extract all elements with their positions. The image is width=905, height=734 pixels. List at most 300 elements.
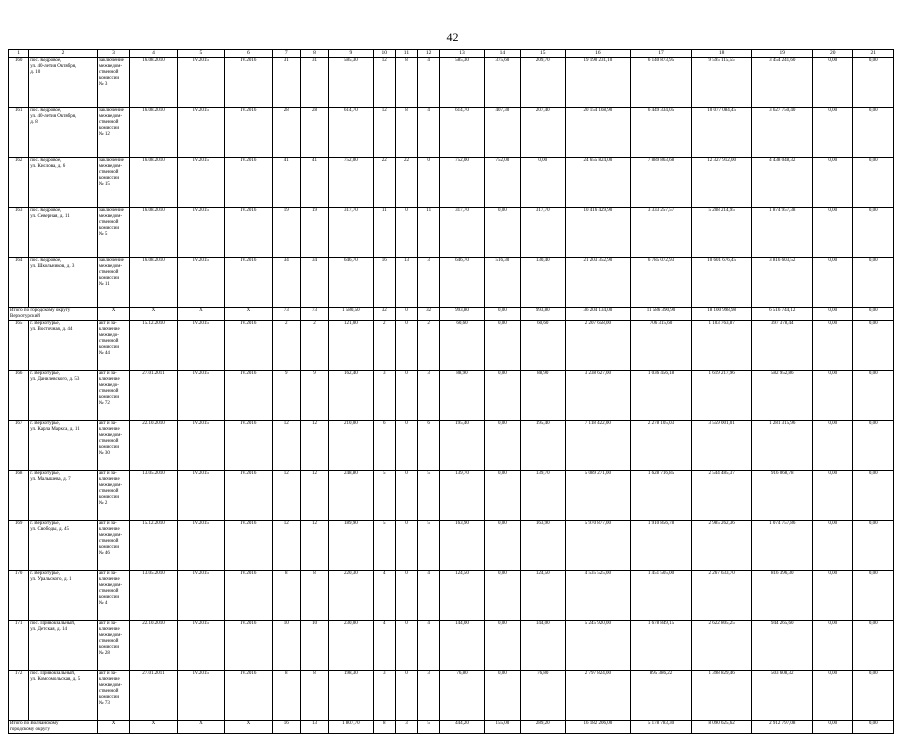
value-cell: 0 (395, 471, 417, 521)
value-cell: 0,00 (484, 521, 520, 571)
column-number: 17 (631, 50, 692, 58)
value-cell: IV.2016 (225, 321, 272, 371)
value-cell: 0,00 (853, 208, 894, 258)
value-cell: 139,70 (440, 471, 484, 521)
value-cell: 752,00 (484, 158, 520, 208)
value-cell: 207,40 (521, 108, 565, 158)
value-cell: 16.08.2010 (130, 158, 177, 208)
value-cell: 646,70 (329, 258, 373, 308)
column-number: 15 (521, 50, 565, 58)
value-cell: 2 985 262,36 (691, 521, 752, 571)
value-cell: 9 595 115,55 (691, 58, 752, 108)
value-cell: 88,90 (440, 371, 484, 421)
value-cell: 27.01.2011 (130, 671, 177, 721)
value-cell: 1 281 315,96 (752, 421, 813, 471)
total-value-cell: 289,20 (521, 721, 565, 734)
value-cell: 220,30 (329, 571, 373, 621)
document-cell: заключение межведом- ственной комиссии № 3 (97, 58, 129, 108)
document-cell: заключение межведом- ственной комиссии № 15 (97, 158, 129, 208)
value-cell: 614,70 (440, 108, 484, 158)
value-cell: IV.2015 (177, 521, 224, 571)
table-row (9, 208, 894, 258)
value-cell: 3 (373, 671, 395, 721)
value-cell: 76,80 (440, 671, 484, 721)
address-cell: г. Верхотурье, ул. Восточная, д. 44 (29, 321, 98, 371)
address-cell: пос. Кедровое, ул. Кислова, д. 6 (29, 158, 98, 208)
total-value-cell: Х (97, 721, 129, 734)
column-number: 16 (565, 50, 631, 58)
total-value-cell: Х (177, 721, 224, 734)
value-cell: IV.2016 (225, 421, 272, 471)
value-cell: 34 (300, 258, 328, 308)
value-cell: 0 (395, 621, 417, 671)
value-cell: IV.2015 (177, 108, 224, 158)
value-cell: 7 889 863,68 (631, 158, 692, 208)
table-row (9, 621, 894, 671)
total-value-cell: 2 912 797,08 (752, 721, 813, 734)
value-cell: 41 (272, 158, 300, 208)
value-cell: 752,00 (440, 158, 484, 208)
total-value-cell: 13 (300, 721, 328, 734)
page-number: 42 (446, 30, 459, 44)
value-cell: 646,70 (440, 258, 484, 308)
value-cell: 0,00 (813, 208, 853, 258)
value-cell: 2 544 485,37 (691, 471, 752, 521)
value-cell: 375,60 (484, 58, 520, 108)
row-number: 162 (9, 158, 29, 208)
column-number: 6 (225, 50, 272, 58)
value-cell: IV.2015 (177, 371, 224, 421)
document-cell: акт и за- ключение межведом- ственной комиссии № 4 (97, 571, 129, 621)
value-cell: 76,80 (521, 671, 565, 721)
value-cell: IV.2016 (225, 108, 272, 158)
value-cell: 31 (272, 58, 300, 108)
value-cell: 1 874 957,38 (752, 208, 813, 258)
value-cell: 60,60 (521, 321, 565, 371)
value-cell: 15.12.2010 (130, 321, 177, 371)
value-cell: 2 207 658,00 (565, 321, 631, 371)
value-cell: 8 (395, 58, 417, 108)
value-cell: 8 (272, 671, 300, 721)
total-value-cell: 32 (418, 308, 440, 321)
value-cell: 1 678 849,15 (631, 621, 692, 671)
value-cell: 60,60 (440, 321, 484, 371)
value-cell: 944 265,60 (752, 621, 813, 671)
value-cell: 209,70 (521, 58, 565, 108)
value-cell: 12 (373, 58, 395, 108)
value-cell: 4 (373, 571, 395, 621)
value-cell: 0,00 (484, 571, 520, 621)
total-value-cell: 3 (395, 721, 417, 734)
value-cell: 1 036 456,18 (631, 371, 692, 421)
row-number: 171 (9, 621, 29, 671)
value-cell: 895 386,22 (631, 671, 692, 721)
value-cell: 8 (395, 108, 417, 158)
column-number: 20 (813, 50, 853, 58)
value-cell: 16.08.2010 (130, 58, 177, 108)
value-cell: 19 (300, 208, 328, 258)
value-cell: 2 622 805,25 (691, 621, 752, 671)
table-row (9, 258, 894, 308)
value-cell: IV.2016 (225, 671, 272, 721)
value-cell: 0,00 (813, 371, 853, 421)
value-cell: 0,00 (853, 321, 894, 371)
address-cell: пос. Кедровое, ул. 40-летия Октября, д. 10 (29, 58, 98, 108)
value-cell: 28 (272, 108, 300, 158)
value-cell: 4 (418, 108, 440, 158)
address-cell: пос. Кедровое, ул. Школьников, д. 3 (29, 258, 98, 308)
row-number: 167 (9, 421, 29, 471)
value-cell: 27.01.2011 (130, 371, 177, 421)
value-cell: 4 (418, 571, 440, 621)
value-cell: 0,00 (853, 258, 894, 308)
total-value-cell: 0,00 (813, 721, 853, 734)
total-value-cell: 32 (373, 308, 395, 321)
table-row (9, 58, 894, 108)
value-cell: 22 (395, 158, 417, 208)
value-cell: 21 203 352,90 (565, 258, 631, 308)
total-value-cell: 8 (373, 721, 395, 734)
total-label: Итого по Волчанскому городскому округу (9, 721, 98, 734)
value-cell: 0,00 (484, 371, 520, 421)
value-cell: 0,00 (813, 58, 853, 108)
value-cell: 0 (395, 571, 417, 621)
value-cell: IV.2015 (177, 471, 224, 521)
row-number: 169 (9, 521, 29, 571)
value-cell: 3 333 257,57 (631, 208, 692, 258)
value-cell: 397 378,44 (752, 321, 813, 371)
value-cell: IV.2015 (177, 671, 224, 721)
row-number: 166 (9, 371, 29, 421)
value-cell: 248,80 (329, 471, 373, 521)
value-cell: 2 (272, 321, 300, 371)
value-cell: 121,00 (329, 321, 373, 371)
value-cell: 582 952,86 (752, 371, 813, 421)
total-value-cell: 8 090 625,62 (691, 721, 752, 734)
value-cell: IV.2016 (225, 371, 272, 421)
value-cell: 0 (395, 421, 417, 471)
table-row (9, 108, 894, 158)
value-cell: 11 (418, 208, 440, 258)
table-row (9, 671, 894, 721)
column-number: 4 (130, 50, 177, 58)
total-value-cell: 0,00 (484, 308, 520, 321)
value-cell: 22 (373, 158, 395, 208)
value-cell: 10 416 429,90 (565, 208, 631, 258)
value-cell: 0 (395, 371, 417, 421)
value-cell: 317,70 (521, 208, 565, 258)
document-cell: акт и за- ключение межведом- ственной комиссии № 30 (97, 421, 129, 471)
total-value-cell: 6 516 744,12 (752, 308, 813, 321)
address-cell: г. Верхотурье, ул. Уральского, д. 1 (29, 571, 98, 621)
column-number: 8 (300, 50, 328, 58)
value-cell: 189,90 (329, 521, 373, 571)
column-number: 12 (418, 50, 440, 58)
value-cell: 0,00 (853, 571, 894, 621)
header-row (9, 50, 894, 58)
value-cell: IV.2016 (225, 208, 272, 258)
value-cell: 0,00 (813, 521, 853, 571)
value-cell: 0,00 (853, 471, 894, 521)
total-value-cell: 993,80 (521, 308, 565, 321)
value-cell: 5 (373, 521, 395, 571)
value-cell: 6 (418, 421, 440, 471)
address-cell: пос. Привокзальный, ул. Детская, д. 14 (29, 621, 98, 671)
value-cell: 9 (300, 371, 328, 421)
value-cell: 11 (373, 208, 395, 258)
column-number: 13 (440, 50, 484, 58)
column-number: 7 (272, 50, 300, 58)
value-cell: 0,00 (484, 471, 520, 521)
total-label: Итого по городскому округу Верхотурский (9, 308, 98, 321)
value-cell: 0,00 (853, 671, 894, 721)
value-cell: 19 (272, 208, 300, 258)
total-value-cell: Х (225, 308, 272, 321)
value-cell: 5 (418, 521, 440, 571)
value-cell: 19 190 231,10 (565, 58, 631, 108)
value-cell: 13.05.2010 (130, 471, 177, 521)
value-cell: IV.2016 (225, 58, 272, 108)
value-cell: 0,00 (853, 58, 894, 108)
value-cell: 0,00 (813, 621, 853, 671)
value-cell: 12 (373, 108, 395, 158)
value-cell: 12 (272, 471, 300, 521)
document-cell: акт и за- ключение межведом- ственной комиссии № 46 (97, 521, 129, 571)
value-cell: 0 (418, 158, 440, 208)
value-cell: 195,40 (440, 421, 484, 471)
value-cell: 8 (300, 571, 328, 621)
total-value-cell: 16 182 206,00 (565, 721, 631, 734)
total-value-cell: 73 (300, 308, 328, 321)
value-cell: 317,70 (329, 208, 373, 258)
column-number: 21 (853, 50, 894, 58)
value-cell: 0,00 (484, 208, 520, 258)
value-cell: 5 (373, 471, 395, 521)
value-cell: 3 (418, 371, 440, 421)
value-cell: 10 077 084,45 (691, 108, 752, 158)
total-value-cell: Х (130, 721, 177, 734)
address-cell: г. Верхотурье, ул. Карла Маркса, д. 11 (29, 421, 98, 471)
value-cell: 3 (418, 258, 440, 308)
value-cell: 13 (395, 258, 417, 308)
value-cell: 3 (418, 671, 440, 721)
value-cell: 9 (272, 371, 300, 421)
total-value-cell: 36 204 134,00 (565, 308, 631, 321)
value-cell: 4 (418, 58, 440, 108)
document-cell: акт и за- ключение межведо- ственной комиссии № 44 (97, 321, 129, 371)
value-cell: 407,30 (484, 108, 520, 158)
value-cell: 1 628 716,85 (631, 471, 692, 521)
value-cell: 130,40 (521, 258, 565, 308)
value-cell: 31 (300, 58, 328, 108)
value-cell: 2 267 633,70 (691, 571, 752, 621)
value-cell: 0,00 (853, 371, 894, 421)
value-cell: 12 (300, 471, 328, 521)
value-cell: 0 (395, 321, 417, 371)
value-cell: 230,00 (329, 621, 373, 671)
total-value-cell: 1 580,50 (329, 308, 373, 321)
address-cell: пос. Привокзальный, ул. Комсомольская, д. 5 (29, 671, 98, 721)
value-cell: 4 (418, 621, 440, 671)
value-cell: 0,00 (484, 321, 520, 371)
total-value-cell: 0,00 (813, 308, 853, 321)
value-cell: 88,90 (521, 371, 565, 421)
row-number: 164 (9, 258, 29, 308)
total-value-cell: 5 178 783,30 (631, 721, 692, 734)
value-cell: 16 (373, 258, 395, 308)
value-cell: 7 118 422,00 (565, 421, 631, 471)
table-row (9, 421, 894, 471)
row-number: 165 (9, 321, 29, 371)
total-value-cell: 1 807,70 (329, 721, 373, 734)
total-value-cell: 0,00 (853, 721, 894, 734)
column-number: 18 (691, 50, 752, 58)
total-row (9, 308, 894, 321)
value-cell: 10 (272, 621, 300, 671)
address-cell: пос. Кедровое, ул. Северная, д. 11 (29, 208, 98, 258)
value-cell: IV.2016 (225, 258, 272, 308)
document-cell: акт и за- ключение межведом- ственной комиссии № 2 (97, 471, 129, 521)
table-row (9, 158, 894, 208)
value-cell: 5 (418, 471, 440, 521)
value-cell: 12 (272, 521, 300, 571)
value-cell: 916 068,78 (752, 471, 813, 521)
document-cell: заключение межведом- ственной комиссии № 11 (97, 258, 129, 308)
address-cell: г. Верхотурье, ул. Данилевского, д. 53 (29, 371, 98, 421)
value-cell: 144,00 (521, 621, 565, 671)
total-value-cell: 155,00 (484, 721, 520, 734)
value-cell: 124,50 (440, 571, 484, 621)
value-cell: 10 601 676,45 (691, 258, 752, 308)
total-value-cell: 18 100 998,98 (691, 308, 752, 321)
value-cell: 22.10.2010 (130, 421, 177, 471)
value-cell: 503 608,32 (752, 671, 813, 721)
document-cell: заключение межведом- ственной комиссии № 5 (97, 208, 129, 258)
value-cell: 2 (373, 321, 395, 371)
value-cell: IV.2016 (225, 571, 272, 621)
total-value-cell: Х (97, 308, 129, 321)
value-cell: 0,00 (813, 421, 853, 471)
value-cell: 0,00 (813, 108, 853, 158)
value-cell: 0,00 (813, 571, 853, 621)
address-cell: пос. Кедровое, ул. 40-летия Октября, д. 8 (29, 108, 98, 158)
value-cell: 195,40 (521, 421, 565, 471)
value-cell: IV.2015 (177, 258, 224, 308)
value-cell: 1 451 505,00 (631, 571, 692, 621)
document-cell: акт и за- ключение межведом- ственной комиссии № 28 (97, 621, 129, 671)
address-cell: г. Верхотурье, ул. Малышева, д. 7 (29, 471, 98, 521)
value-cell: IV.2016 (225, 471, 272, 521)
column-number: 2 (29, 50, 98, 58)
value-cell: 1 074 757,86 (752, 521, 813, 571)
value-cell: 2 797 824,00 (565, 671, 631, 721)
value-cell: 0 (395, 671, 417, 721)
table-row (9, 571, 894, 621)
value-cell: 0,00 (853, 108, 894, 158)
value-cell: 3 454 241,60 (752, 58, 813, 108)
value-cell: 816 396,30 (752, 571, 813, 621)
value-cell: 0 (395, 521, 417, 571)
address-cell: г. Верхотурье, ул. Свободы, д. 45 (29, 521, 98, 571)
value-cell: 16.08.2010 (130, 108, 177, 158)
value-cell: 16.08.2010 (130, 208, 177, 258)
column-number: 3 (97, 50, 129, 58)
value-cell: 317,70 (440, 208, 484, 258)
value-cell: 0,00 (484, 621, 520, 671)
value-cell: IV.2015 (177, 571, 224, 621)
value-cell: IV.2015 (177, 421, 224, 471)
value-cell: 20 154 168,90 (565, 108, 631, 158)
total-value-cell: 5 (418, 721, 440, 734)
value-cell: 12 (300, 521, 328, 571)
value-cell: 0,00 (853, 158, 894, 208)
value-cell: 5 208 214,95 (691, 208, 752, 258)
value-cell: 585,30 (440, 58, 484, 108)
value-cell: 614,70 (329, 108, 373, 158)
value-cell: 8 (272, 571, 300, 621)
column-number: 1 (9, 50, 29, 58)
value-cell: 41 (300, 158, 328, 208)
table-row (9, 371, 894, 421)
value-cell: 3 627 750,40 (752, 108, 813, 158)
total-row (9, 721, 894, 734)
value-cell: 706 315,60 (631, 321, 692, 371)
column-number: 5 (177, 50, 224, 58)
value-cell: 5 970 877,00 (565, 521, 631, 571)
value-cell: 13.05.2010 (130, 571, 177, 621)
value-cell: 24 655 824,00 (565, 158, 631, 208)
value-cell: 0,00 (813, 471, 853, 521)
value-cell: 12 (300, 421, 328, 471)
value-cell: 0,00 (813, 671, 853, 721)
value-cell: 0,00 (853, 521, 894, 571)
value-cell: 1 398 829,46 (691, 671, 752, 721)
total-value-cell: 993,80 (440, 308, 484, 321)
value-cell: IV.2016 (225, 621, 272, 671)
value-cell: 10 (300, 621, 328, 671)
total-value-cell: Х (177, 308, 224, 321)
value-cell: 198,30 (329, 671, 373, 721)
document-cell: акт и за- ключение межведо- ственной комиссии № 72 (97, 371, 129, 421)
value-cell: 163,90 (440, 521, 484, 571)
value-cell: 2 (300, 321, 328, 371)
value-cell: IV.2015 (177, 58, 224, 108)
column-number: 10 (373, 50, 395, 58)
value-cell: 0,00 (484, 421, 520, 471)
value-cell: 0,00 (521, 158, 565, 208)
value-cell: 0,00 (813, 321, 853, 371)
value-cell: 0,00 (484, 671, 520, 721)
value-cell: 6 (373, 421, 395, 471)
column-number: 11 (395, 50, 417, 58)
value-cell: 162,40 (329, 371, 373, 421)
value-cell: 1 103 763,87 (691, 321, 752, 371)
total-value-cell: 0 (395, 308, 417, 321)
value-cell: 12 (272, 421, 300, 471)
value-cell: 0,00 (813, 258, 853, 308)
value-cell: 4 (373, 621, 395, 671)
value-cell: IV.2015 (177, 621, 224, 671)
value-cell: 752,00 (329, 158, 373, 208)
value-cell: 3 816 603,52 (752, 258, 813, 308)
row-number: 170 (9, 571, 29, 621)
row-number: 160 (9, 58, 29, 108)
value-cell: 15.12.2010 (130, 521, 177, 571)
document-cell: заключение межведом- ственной комиссии № 12 (97, 108, 129, 158)
value-cell: 3 238 627,00 (565, 371, 631, 421)
total-value-cell: 444,20 (440, 721, 484, 734)
value-cell: 6 449 334,05 (631, 108, 692, 158)
